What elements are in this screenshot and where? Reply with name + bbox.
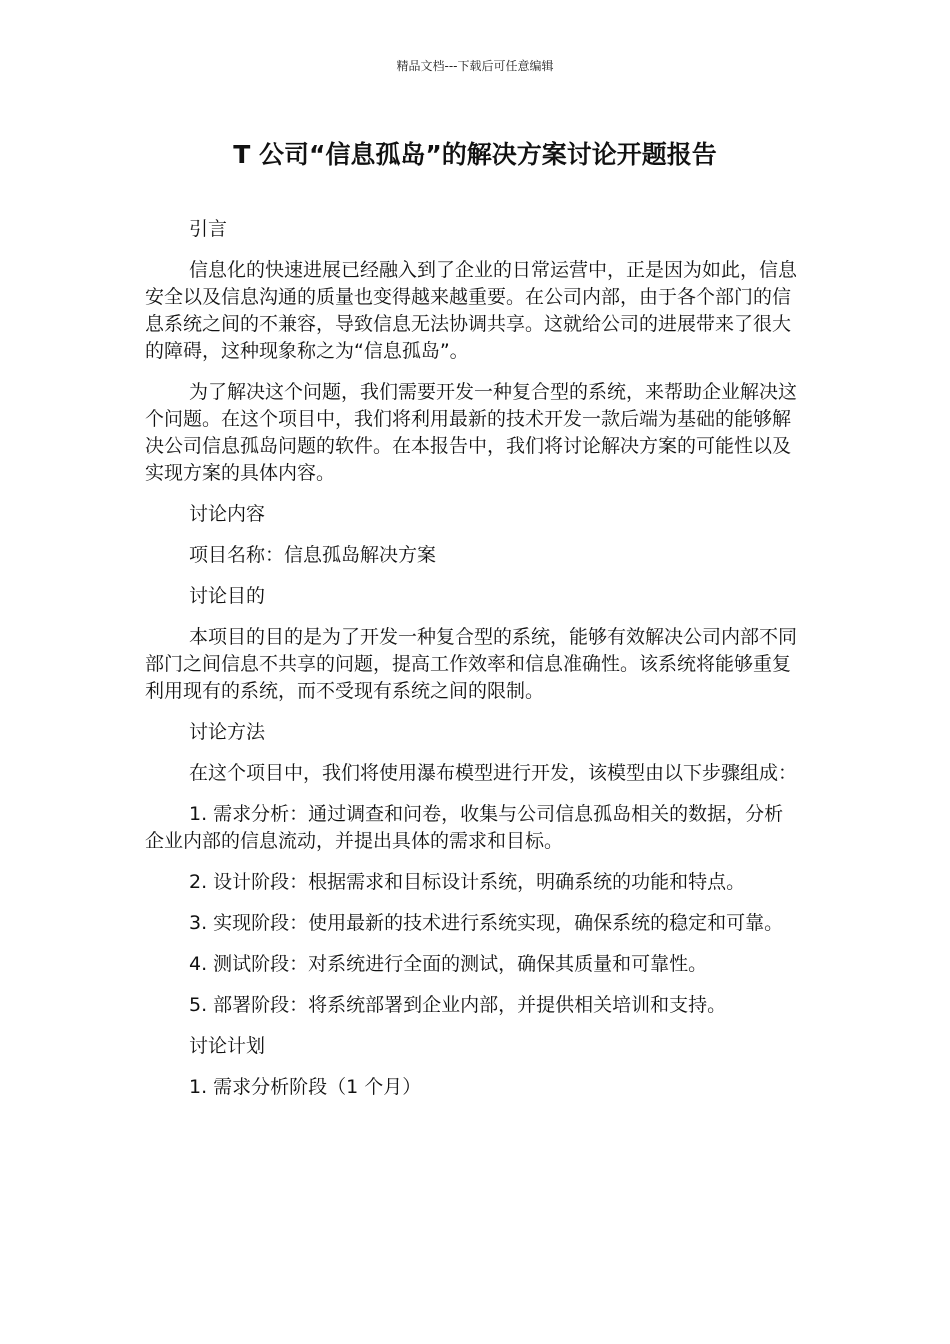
paragraph-intro-1: 信息化的快速进展已经融入到了企业的日常运营中，正是因为如此，信息安全以及信息沟通的质量也变得越来越重要。在公司内部，由于各个部门的信息系统之间的不兼容，导致信息无法协调共享。这就给公司的进展带来了很大的障碍，这种现象称之为“信息孤岛”。 [145,259,798,362]
paragraph-method: 在这个项目中，我们将使用瀑布模型进行开发，该模型由以下步骤组成： [189,762,798,784]
list-item-step-4: 4. 测试阶段：对系统进行全面的测试，确保其质量和可靠性。 [189,953,708,975]
section-heading-intro: 引言 [189,218,228,240]
document-body [145,216,800,1115]
list-item-plan-1: 1. 需求分析阶段（1 个月） [189,1076,422,1098]
project-name-line: 项目名称：信息孤岛解决方案 [189,544,437,566]
section-heading-plan: 讨论计划 [189,1035,266,1057]
list-item-step-5: 5. 部署阶段：将系统部署到企业内部，并提供相关培训和支持。 [189,994,727,1016]
paragraph-intro-2: 为了解决这个问题，我们需要开发一种复合型的系统，来帮助企业解决这个问题。在这个项目中，我们将利用最新的技术开发一款后端为基础的能够解决公司信息孤岛问题的软件。在本报告中，我们将讨论解决方案的可能性以及实现方案的具体内容。 [145,381,798,484]
section-heading-content: 讨论内容 [189,503,266,525]
list-item-step-3: 3. 实现阶段：使用最新的技术进行系统实现，确保系统的稳定和可靠。 [189,912,784,934]
list-item-step-2: 2. 设计阶段：根据需求和目标设计系统，明确系统的功能和特点。 [189,871,746,893]
list-item-step-1: 1. 需求分析：通过调查和问卷，收集与公司信息孤岛相关的数据，分析企业内部的信息流动，并提出具体的需求和目标。 [145,803,784,852]
page-header: 精品文档---下载后可任意编辑 [396,59,554,73]
section-heading-method: 讨论方法 [189,721,266,743]
paragraph-purpose: 本项目的目的是为了开发一种复合型的系统，能够有效解决公司内部不同部门之间信息不共享的问题，提高工作效率和信息准确性。该系统将能够重复利用现有的系统，而不受现有系统之间的限制。 [145,626,798,702]
document-title: T 公司“信息孤岛”的解决方案讨论开题报告 [233,140,717,169]
section-heading-purpose: 讨论目的 [189,585,266,607]
